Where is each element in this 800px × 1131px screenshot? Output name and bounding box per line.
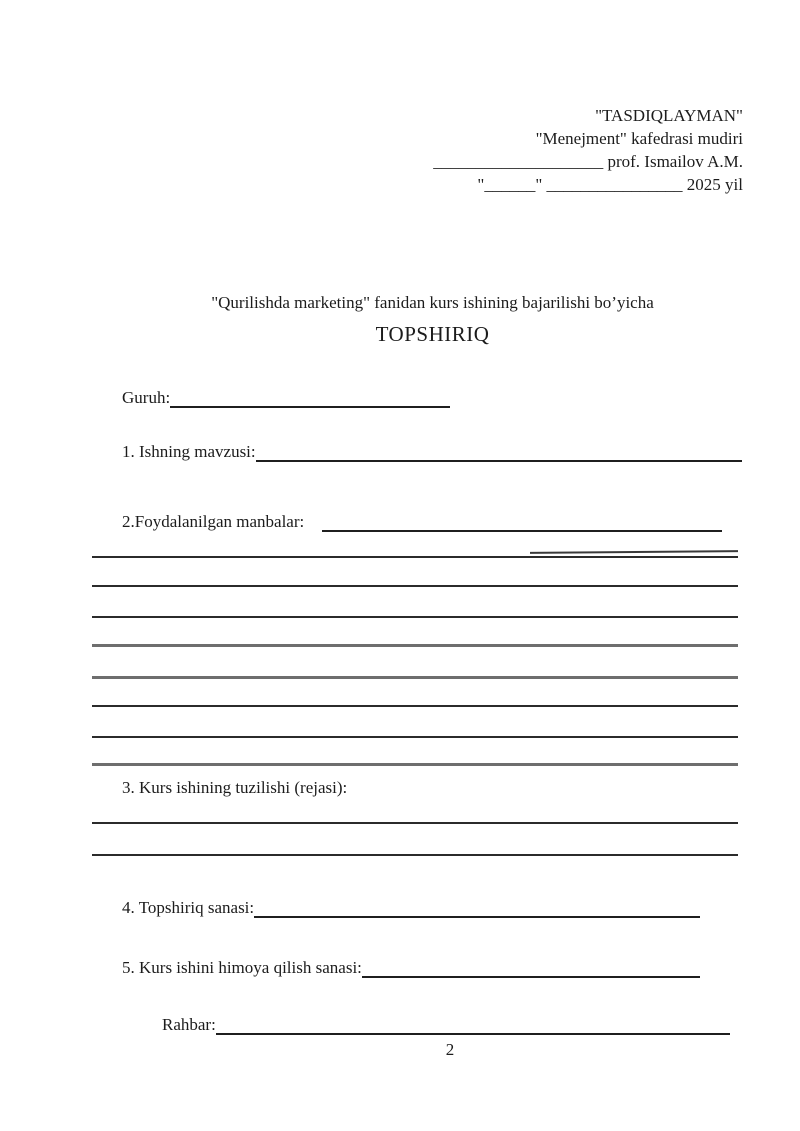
topic-label: 1. Ishning mavzusi:	[122, 442, 256, 461]
sources-blank-line	[322, 510, 722, 532]
blank-line-5	[92, 676, 738, 679]
blank-line-3	[92, 616, 738, 618]
blank-line-6	[92, 705, 738, 707]
sources-field-row	[122, 510, 722, 532]
topic-blank-line	[256, 440, 742, 462]
defense-date-label: 5. Kurs ishini himoya qilish sanasi:	[122, 958, 362, 977]
document-heading: TOPSHIRIQ	[375, 322, 490, 346]
blank-line-8	[92, 763, 738, 766]
approval-block	[433, 104, 743, 196]
blank-line-1	[92, 556, 738, 558]
assign-date-blank-line	[254, 896, 700, 918]
approval-line-signature: ____________________ prof. Ismailov A.M.	[433, 152, 743, 171]
supervisor-blank-line	[216, 1013, 730, 1035]
group-blank-line	[170, 386, 450, 408]
supervisor-label: Rahbar:	[162, 1015, 216, 1034]
blank-line-7	[92, 736, 738, 738]
blank-line-4	[92, 644, 738, 647]
page-number: 2	[445, 1040, 455, 1059]
structure-label: 3. Kurs ishining tuzilishi (rejasi):	[122, 778, 348, 797]
defense-date-blank-line	[362, 956, 700, 978]
structure-blank-line-1	[92, 822, 738, 824]
supervisor-field-row	[162, 1013, 730, 1035]
assign-date-field-row	[122, 896, 700, 918]
approval-line-tasdiqlayman: "TASDIQLAYMAN"	[595, 106, 743, 125]
blank-line-2	[92, 585, 738, 587]
approval-line-department-head: "Menejment" kafedrasi mudiri	[535, 129, 743, 148]
structure-blank-line-2	[92, 854, 738, 856]
topic-field-row	[122, 440, 742, 462]
blank-line-fragment	[530, 550, 738, 554]
sources-label: 2.Foydalanilgan manbalar:	[122, 512, 305, 531]
assign-date-label: 4. Topshiriq sanasi:	[122, 898, 255, 917]
group-label: Guruh:	[122, 388, 171, 407]
defense-date-field-row	[122, 956, 700, 978]
approval-line-date: "______" ________________ 2025 yil	[477, 175, 743, 194]
title-block	[110, 292, 755, 347]
document-subtitle: "Qurilishda marketing" fanidan kurs ishining bajarilishi bo’yicha	[211, 293, 654, 312]
group-field-row	[122, 386, 450, 408]
